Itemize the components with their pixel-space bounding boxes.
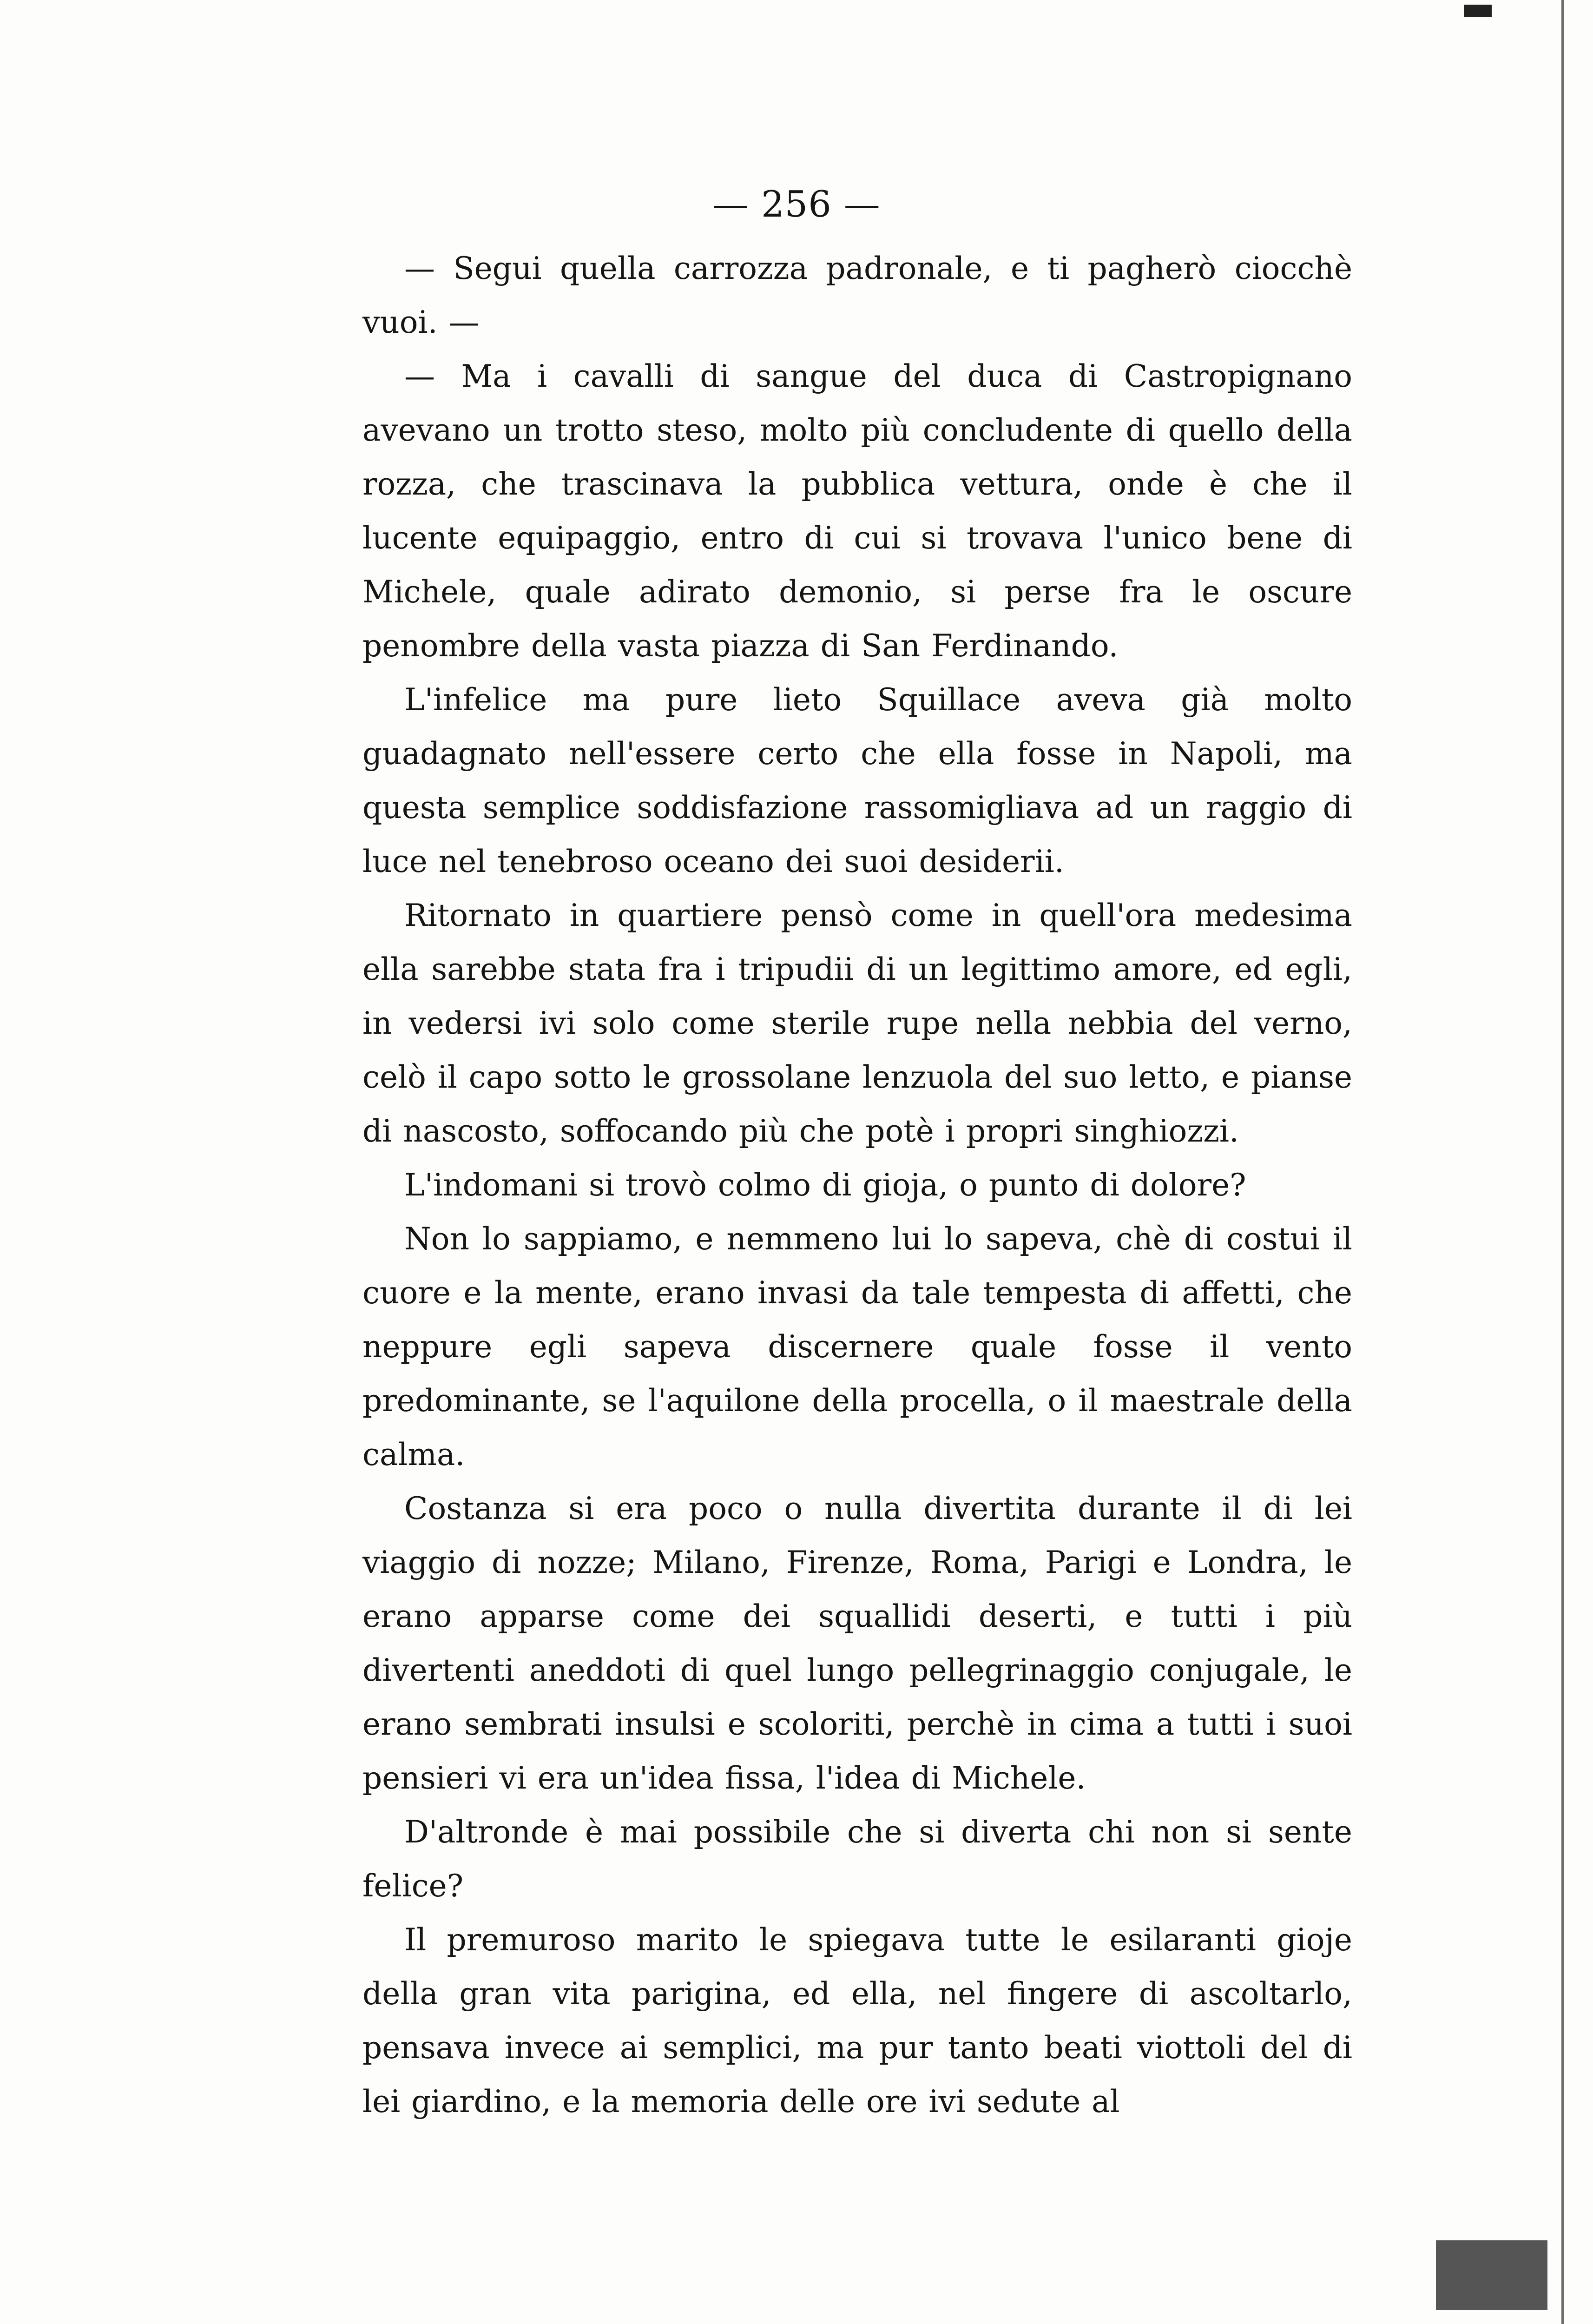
paragraph: D'altronde è mai possibile che si diverta chi non si sente felice?: [362, 1814, 1352, 1904]
paragraph: Il premuroso marito le spiegava tutte le esilaranti gioje della gran vita parigina, ed ella, nel fingere di ascoltarlo, pensava invece ai semplici, ma pur tanto beati viottoli del di lei giardino, e la memoria delle ore ivi sedute al: [362, 1922, 1352, 2119]
body-text: [362, 242, 1352, 2129]
paragraph: L'infelice ma pure lieto Squillace aveva già molto guadagnato nell'essere certo che ella fosse in Napoli, ma questa semplice soddisfazione rassomigliava ad un raggio di luce nel tenebroso oceano dei suoi desiderii.: [362, 682, 1352, 879]
scan-speck: [1436, 2240, 1547, 2310]
paragraph: L'indomani si trovò colmo di gioja, o punto di dolore?: [404, 1167, 1246, 1203]
paragraph: Non lo sappiamo, e nemmeno lui lo sapeva, chè di costui il cuore e la mente, erano invasi da tale tempesta di affetti, che neppure egli sapeva discernere quale fosse il vento predominante, se l'aquilone della procella, o il maestrale della calma.: [362, 1221, 1352, 1472]
paragraph: — Segui quella carrozza padronale, e ti pagherò ciocchè vuoi. —: [362, 251, 1352, 340]
paragraph: Costanza si era poco o nulla divertita durante il di lei viaggio di nozze; Milano, Firenze, Roma, Parigi e Londra, le erano apparse come dei squallidi deserti, e tutti i più divertenti aneddoti di quel lungo pellegrinaggio conjugale, le erano sembrati insulsi e scoloriti, perchè in cima a tutti i suoi pensieri vi era un'idea fissa, l'idea di Michele.: [362, 1491, 1352, 1796]
page-edge-shadow: [1561, 0, 1564, 2324]
paragraph: — Ma i cavalli di sangue del duca di Castropignano avevano un trotto steso, molto più concludente di quello della rozza, che trascinava la pubblica vettura, onde è che il lucente equipaggio, entro di cui si trovava l'unico bene di Michele, quale adirato demonio, si perse fra le oscure penombre della vasta piazza di San Ferdinando.: [362, 358, 1352, 664]
paragraph: Ritornato in quartiere pensò come in quell'ora medesima ella sarebbe stata fra i tripudii di un legittimo amore, ed egli, in vedersi ivi solo come sterile rupe nella nebbia del verno, celò il capo sotto le grossolane lenzuola del suo letto, e pianse di nascosto, soffocando più che potè i propri singhiozzi.: [362, 898, 1352, 1149]
page-number: — 256 —: [712, 184, 881, 225]
scan-speck: [1464, 5, 1492, 17]
